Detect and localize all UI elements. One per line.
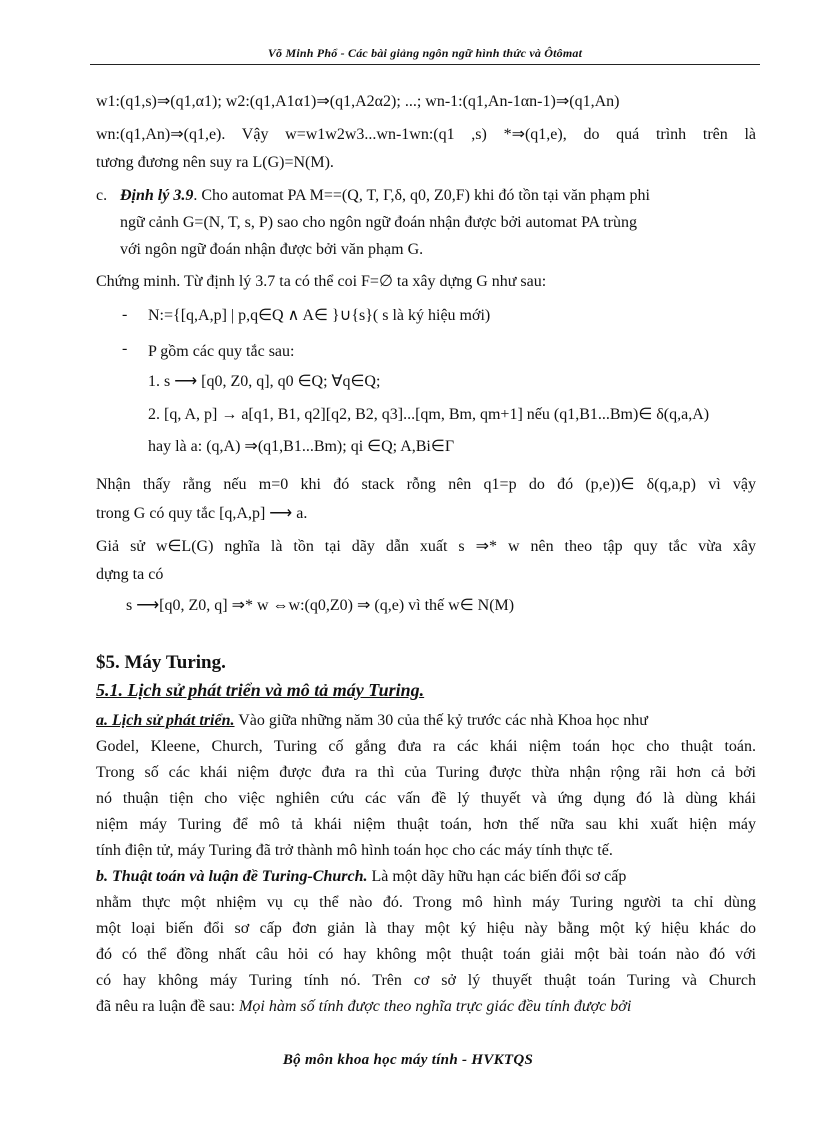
text-line-16: dựng ta có — [96, 566, 164, 583]
rule-2: 2. [q, A, p] → a[q1, B1, q2][q2, B2, q3]...[qm, Bm, qm+1] nếu (q1,B1...Bm)∈ δ(q,a,A) — [148, 406, 710, 423]
para-b-line: một loại biến đổi sơ cấp đơn giản là thay một ký hiệu này bằng một ký hiệu khác do — [96, 920, 756, 937]
para-a-text: Vào giữa những năm 30 của thế kỷ trước các nhà Khoa học như — [234, 712, 648, 729]
bullet-dash: - — [122, 306, 128, 323]
thesis-italic: Mọi hàm số tính được theo nghĩa trực giác đều tính được bởi — [239, 998, 632, 1015]
proof-line: Chứng minh. Từ định lý 3.7 ta có thể coi F=∅ ta xây dựng G như sau: — [96, 273, 547, 290]
text-line-15: Giả sử w∈L(G) nghĩa là tồn tại dãy dẫn xuất s ⇒* w nên theo tập quy tắc vừa xây — [96, 538, 756, 555]
theorem-line — [120, 186, 650, 206]
para-b-line: có hay không máy Turing tính nó. Trên cơ sở lý thuyết thuật toán Turing và Church — [96, 972, 756, 989]
subsection-title: 5.1. Lịch sử phát triển và mô tả máy Turing. — [96, 680, 425, 700]
header-rule — [90, 64, 760, 65]
para-a-line: niệm máy Turing để mô tả khái niệm thuật toán, hơn thế nữa sau khi xuất hiện máy — [96, 816, 756, 833]
rule-2-cont: hay là a: (q,A) ⇒(q1,B1...Bm); qi ∈Q; A,Bi∈Γ — [148, 438, 455, 455]
para-b-last-line — [96, 997, 631, 1017]
text-line-6: với ngôn ngữ đoán nhận được bởi văn phạm G. — [120, 241, 424, 258]
para-b-text: đã nêu ra luận đề sau: — [96, 998, 240, 1015]
para-a-line: Trong số các khái niệm được đưa ra thì của Turing được thừa nhận rộng rãi hơn cả bởi — [96, 764, 756, 781]
text-line-2: wn:(q1,An)⇒(q1,e). Vậy w=w1w2w3...wn-1wn:(q1 ,s) *⇒(q1,e), do quá trình trên là — [96, 126, 756, 143]
running-header: Võ Minh Phổ - Các bài giảng ngôn ngữ hình thức và Ôtômat — [267, 46, 583, 60]
text-line-3: tương đương nên suy ra L(G)=N(M). — [96, 154, 334, 171]
text-line-8: N:={[q,A,p] | p,q∈Q ∧ A∈ }∪{s}( s là ký hiệu mới) — [148, 307, 491, 324]
para-b-line: nhằm thực một nhiệm vụ cụ thể nào đó. Trong mô hình máy Turing người ta chỉ dùng — [96, 894, 756, 911]
para-b-text: Là một dãy hữu hạn các biến đổi sơ cấp — [367, 868, 627, 885]
text-line-9: P gồm các quy tắc sau: — [148, 343, 295, 360]
theorem-title: Định lý 3.9 — [120, 187, 194, 204]
para-b-label: b. Thuật toán và luận đề Turing-Church. — [96, 868, 368, 885]
theorem-label: c. — [96, 187, 108, 204]
text-line-5: ngữ cảnh G=(N, T, s, P) sao cho ngôn ngữ đoán nhận được bởi automat PA trùng — [120, 214, 637, 231]
para-a-label: a. Lịch sử phát triển. — [96, 712, 235, 729]
theorem-text: . Cho automat PA M==(Q, T, Γ,δ, q0, Z0,F) khi đó tồn tại văn phạm phi — [193, 187, 650, 204]
text-line-1: w1:(q1,s)⇒(q1,α1); w2:(q1,A1α1)⇒(q1,A2α2); ...; wn-1:(q1,An-1αn-1)⇒(q1,An) — [96, 93, 620, 110]
para-b-line: đó có thể đồng nhất câu hỏi có hay không một thuật toán giải một bài toán nào đó với — [96, 946, 756, 963]
para-b-first-line — [96, 867, 626, 887]
para-a-first-line — [96, 711, 648, 731]
section-title: $5. Máy Turing. — [96, 652, 226, 673]
rule-1: 1. s ⟶ [q0, Z0, q], q0 ∈Q; ∀q∈Q; — [148, 373, 381, 390]
para-a-line: Godel, Kleene, Church, Turing cố gắng đưa ra các khái niệm toán học cho thuật toán. — [96, 738, 756, 755]
text-line-14: trong G có quy tắc [q,A,p] ⟶ a. — [96, 505, 308, 522]
text-line-13: Nhận thấy rằng nếu m=0 khi đó stack rỗng nên q1=p do đó (p,e))∈ δ(q,a,p) vì vậy — [96, 476, 756, 493]
running-footer: Bộ môn khoa học máy tính - HVKTQS — [282, 1052, 534, 1068]
para-a-line: nó thuận tiện cho việc nghiên cứu các vấn đề lý thuyết và ứng dụng đó là dùng khái — [96, 790, 756, 807]
bullet-dash: - — [122, 340, 128, 357]
text-line-17: s ⟶[q0, Z0, q] ⇒* w ⇔w:(q0,Z0) ⇒ (q,e) vì thế w∈ N(M) — [126, 597, 515, 614]
para-a-line: tính điện tử, máy Turing đã trở thành mô hình toán học cho các máy tính thực tế. — [96, 842, 613, 859]
